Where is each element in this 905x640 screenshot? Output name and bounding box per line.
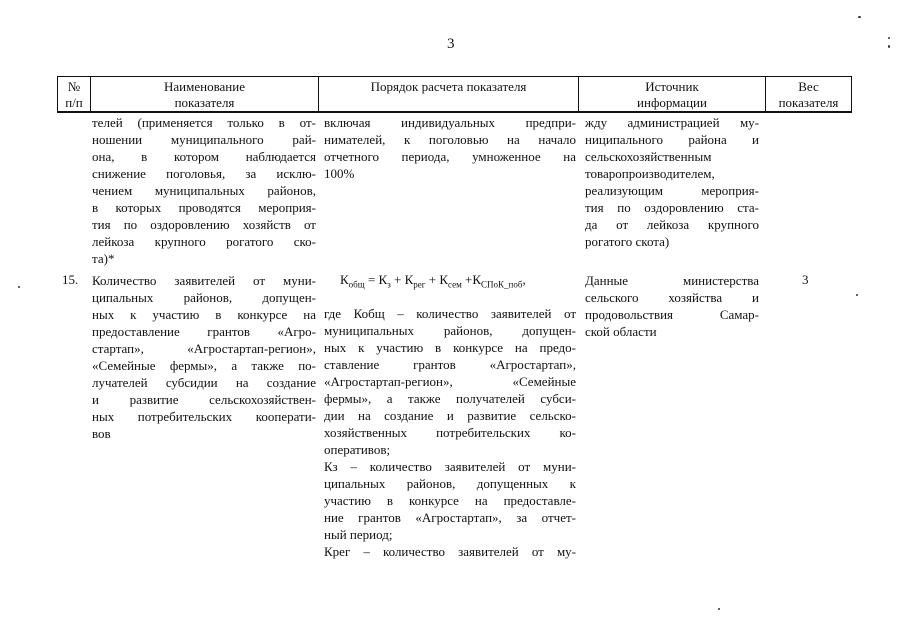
- calculation-formula: [340, 272, 526, 290]
- scan-speck: [888, 37, 890, 39]
- text-line: продовольствия Самар-: [585, 307, 759, 322]
- header-name-line1: Наименование: [164, 79, 245, 94]
- text-line: фермы», а также получателей субси-: [324, 391, 576, 406]
- text-line: нимателей, к поголовью на начало: [324, 132, 576, 147]
- text-line: хозяйственных потребительских ко-: [324, 425, 576, 440]
- text-line: рогатого скота): [585, 234, 670, 249]
- text-line: чением муниципальных районов,: [92, 183, 316, 198]
- text-line: участию в конкурсе на предоставле-: [324, 493, 576, 508]
- header-bottom-border: [57, 111, 852, 113]
- header-weight-line1: Вес: [798, 79, 819, 94]
- formula-punctuation: ,: [522, 272, 526, 287]
- text-line: сельского хозяйства и: [585, 290, 759, 305]
- row-number: 15.: [62, 272, 79, 287]
- text-line: 100%: [324, 166, 355, 181]
- text-line: ципальных районов, допущенных к: [324, 476, 576, 491]
- row15-method-cell: [324, 305, 576, 560]
- text-line: товаропроизводителем,: [585, 166, 715, 181]
- formula-operator: =: [364, 272, 379, 287]
- formula-symbol: К: [378, 272, 388, 287]
- text-line: и развитие сельскохозяйствен-: [92, 392, 316, 407]
- header-number-line2: п/п: [65, 95, 83, 110]
- text-line: ниципального района и: [585, 132, 759, 147]
- text-line: дии на создание и развитие сельско-: [324, 408, 576, 423]
- text-line: ных к участию в конкурсе на предо-: [324, 340, 576, 355]
- text-line: ставление грантов «Агростартап»,: [324, 357, 576, 372]
- scan-speck: [856, 294, 858, 296]
- header-name-line2: показателя: [174, 95, 235, 110]
- formula-symbol: К: [439, 272, 448, 287]
- text-line: ных к участию в конкурсе на: [92, 307, 316, 322]
- formula-operator: +: [461, 272, 473, 287]
- text-line: лучателей субсидии на создание: [92, 375, 316, 390]
- continued-name-cell: [92, 114, 316, 267]
- header-number-line1: №: [67, 79, 81, 94]
- scan-speck: [888, 45, 890, 48]
- text-line: реализующим мероприя-: [585, 183, 759, 198]
- text-line: ный период;: [324, 527, 393, 542]
- text-line: сельскохозяйственным: [585, 149, 712, 164]
- formula-subscript: з: [387, 279, 391, 290]
- text-line: телей (применяется только в от-: [92, 115, 316, 130]
- text-line: стартап», «Агростартап-регион»,: [92, 341, 316, 356]
- text-line: отчетного периода, умноженное на: [324, 149, 576, 164]
- text-line: жду администрацией му-: [585, 115, 759, 130]
- text-line: в которых проводятся мероприя-: [92, 200, 316, 215]
- text-line: ние грантов «Агростартап», за отчет-: [324, 510, 576, 525]
- header-number: [58, 79, 90, 111]
- header-indicator-name: [91, 79, 318, 111]
- text-line: лейкоза крупного рогатого ско-: [92, 234, 316, 249]
- scan-speck: [18, 286, 20, 288]
- header-method-line1: Порядок расчета показателя: [370, 79, 527, 94]
- formula-operator: +: [390, 272, 405, 287]
- formula-operator: +: [425, 272, 440, 287]
- text-line: включая индивидуальных предпри-: [324, 115, 576, 130]
- header-calculation-method: [319, 79, 578, 95]
- text-line: ципальных районов, допущен-: [92, 290, 316, 305]
- text-line: тия по оздоровлению ста-: [585, 200, 759, 215]
- text-line: где Кобщ – количество заявителей от: [324, 306, 576, 321]
- text-line: ных потребительских кооперати-: [92, 409, 316, 424]
- header-information-source: [579, 79, 765, 111]
- column-border-right: [851, 76, 852, 112]
- text-line: Крег – количество заявителей от му-: [324, 544, 576, 559]
- text-line: Количество заявителей от муни-: [92, 273, 316, 288]
- formula-subscript: сем: [447, 279, 462, 290]
- text-line: ской области: [585, 324, 657, 339]
- text-line: оперативов;: [324, 442, 391, 457]
- text-line: Данные министерства: [585, 273, 759, 288]
- text-line: вов: [92, 426, 111, 441]
- header-source-line1: Источник: [645, 79, 699, 94]
- formula-symbol: К: [472, 272, 482, 287]
- text-line: она, в котором наблюдается: [92, 149, 316, 164]
- text-line: тия по оздоровлению хозяйств от: [92, 217, 316, 232]
- header-weight-line2: показателя: [778, 95, 839, 110]
- formula-subscript: рег: [413, 279, 426, 290]
- formula-symbol: К: [340, 272, 349, 287]
- row15-source-cell: [585, 272, 759, 340]
- row15-name-cell: [92, 272, 316, 442]
- continued-source-cell: [585, 114, 759, 250]
- formula-subscript: общ: [348, 279, 365, 290]
- text-line: муниципальных районов, допущен-: [324, 323, 576, 338]
- row15-weight: 3: [802, 272, 809, 287]
- formula-symbol: К: [404, 272, 414, 287]
- text-line: снижение поголовья, за исклю-: [92, 166, 316, 181]
- header-source-line2: информации: [637, 95, 707, 110]
- table-top-border: [57, 76, 852, 77]
- text-line: «Агростартап-регион», «Семейные: [324, 374, 576, 389]
- text-line: да от лейкоза крупного: [585, 217, 759, 232]
- continued-method-cell: [324, 114, 576, 182]
- text-line: предоставление грантов «Агро-: [92, 324, 316, 339]
- text-line: та)*: [92, 251, 115, 266]
- scan-speck: [718, 608, 720, 610]
- header-weight: [766, 79, 851, 111]
- scan-speck: [858, 16, 861, 18]
- page-number: 3: [447, 36, 455, 52]
- text-line: «Семейные фермы», а также по-: [92, 358, 316, 373]
- text-line: Кз – количество заявителей от муни-: [324, 459, 576, 474]
- text-line: ношении муниципального рай-: [92, 132, 316, 147]
- formula-subscript: СПоК_поб: [481, 279, 523, 290]
